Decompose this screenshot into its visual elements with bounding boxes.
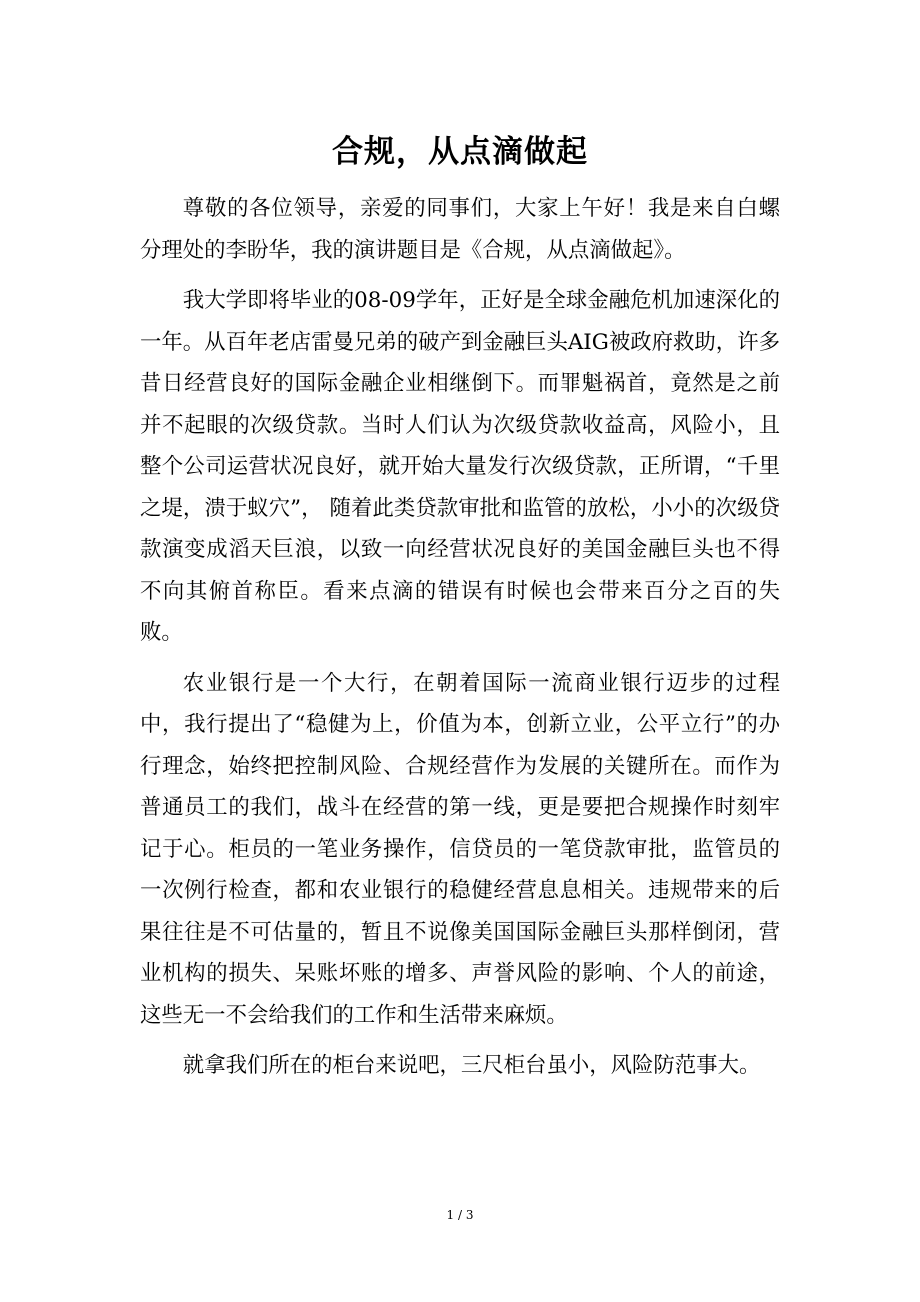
page-number: 1 / 3 bbox=[446, 1208, 474, 1222]
document-title: 合规，从点滴做起 bbox=[332, 134, 588, 170]
paragraph-counter: 就拿我们所在的柜台来说吧，三尺柜台虽小，风险防范事大。 bbox=[182, 1053, 761, 1078]
paragraph-financial-crisis: 我大学即将毕业的08-09学年，正好是全球金融危机加速深化的一年。从百年老店雷曼兄弟的破产到金融巨头AIG被政府救助，许多昔日经营良好的国际金融企业相继倒下。而罪魁祸首，竟然是之前并不起眼的次级贷款。当时人们认为次级贷款收益高，风险小，且整个公司运营状况良好，就开始大量发行次级贷款，正所谓，“千里之堤，溃于蚁穴”， 随着此类贷款审批和监管的放松，小小的次级贷款演变成滔天巨浪，以致一向经营状况良好的美国金融巨头也不得不向其俯首称臣。看来点滴的错误有时候也会带来百分之百的失败。 bbox=[140, 288, 780, 645]
paragraph-greeting: 尊敬的各位领导，亲爱的同事们，大家上午好！我是来自白螺分理处的李盼华，我的演讲题目是《合规，从点滴做起》。 bbox=[140, 196, 780, 263]
document-body bbox=[140, 188, 780, 1096]
paragraph-agricultural-bank: 农业银行是一个大行，在朝着国际一流商业银行迈步的过程中，我行提出了“稳健为上，价值为本，创新立业，公平立行”的办行理念，始终把控制风险、合规经营作为发展的关键所在。而作为普通员工的我们，战斗在经营的第一线，更是要把合规操作时刻牢记于心。柜员的一笔业务操作，信贷员的一笔贷款审批，监管员的一次例行检查，都和农业银行的稳健经营息息相关。违规带来的后果往往是不可估量的，暂且不说像美国国际金融巨头那样倒闭，营业机构的损失、呆账坏账的增多、声誉风险的影响、个人的前途，这些无一不会给我们的工作和生活带来麻烦。 bbox=[140, 670, 780, 1028]
